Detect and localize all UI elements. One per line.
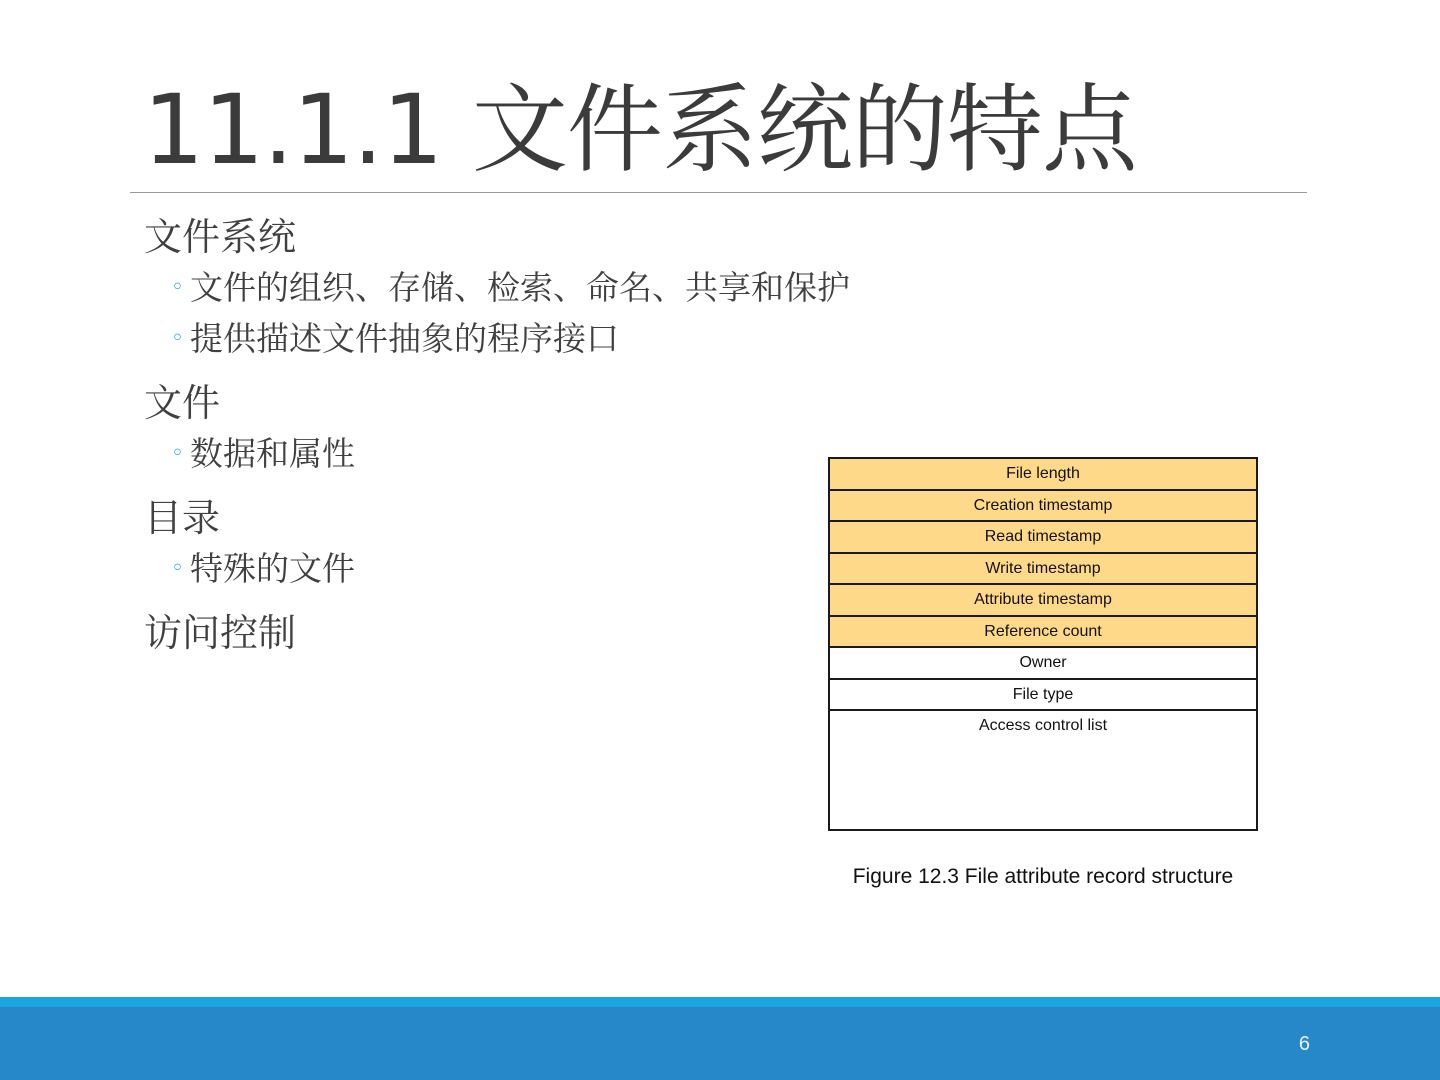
record-row-attribute-timestamp: Attribute timestamp [830,585,1256,617]
bullet-item [144,428,804,479]
figure-caption: Figure 12.3 File attribute record structure [852,865,1234,888]
section-file-system [144,212,850,364]
bullet-item [144,543,804,594]
record-row-owner: Owner [830,648,1256,680]
bullet-item [144,313,804,364]
section-heading: 文件 [144,381,221,425]
bullet-text: 数据和属性 [190,434,355,473]
section-access-control [144,608,804,658]
bullet-marker-icon: ◦ [171,326,184,351]
section-heading: 访问控制 [144,611,297,655]
record-row-creation-timestamp: Creation timestamp [830,491,1256,523]
footer-band [0,997,1440,1080]
bullet-text: 特殊的文件 [190,549,355,588]
title-divider [130,192,1307,193]
file-attribute-record-figure [828,457,1258,831]
record-row-file-length: File length [830,459,1256,491]
bullet-marker-icon: ◦ [171,275,184,300]
page-number: 6 [1298,1033,1310,1055]
bullet-text: 提供描述文件抽象的程序接口 [190,319,619,358]
footer-accent-stripe [0,997,1440,1007]
slide-content [144,212,850,672]
record-row-write-timestamp: Write timestamp [830,554,1256,586]
section-heading: 文件系统 [144,215,297,259]
bullet-marker-icon: ◦ [171,556,184,581]
section-directory [144,493,804,594]
bullet-item [144,262,850,313]
section-heading: 目录 [144,496,221,540]
record-row-read-timestamp: Read timestamp [830,522,1256,554]
record-row-reference-count: Reference count [830,617,1256,649]
bullet-marker-icon: ◦ [171,441,184,466]
record-row-access-control-list: Access control list [978,717,1108,734]
record-row-file-type: File type [830,680,1256,712]
slide-title: 11.1.1 文件系统的特点 [143,74,1137,186]
section-file [144,378,804,479]
bullet-text: 文件的组织、存储、检索、命名、共享和保护 [190,268,850,307]
